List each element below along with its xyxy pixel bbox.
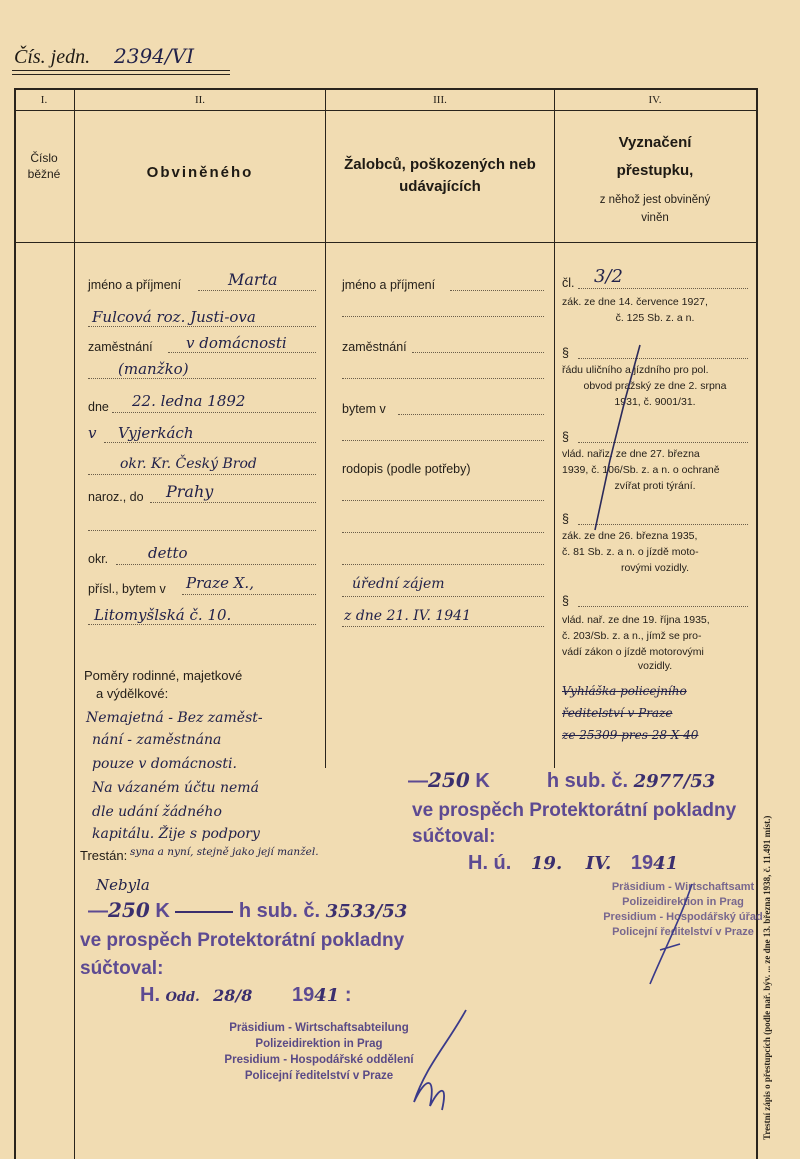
stamp-left-stroke bbox=[175, 911, 233, 913]
stamp-left-k: K bbox=[155, 900, 170, 922]
law-2-line-1: řádu uličního a jízdního pro pol. bbox=[562, 364, 709, 376]
fill-line bbox=[578, 288, 748, 289]
column-3-title: Žalobců, poškozených neb udávajících bbox=[344, 156, 536, 195]
fill-line bbox=[342, 378, 544, 379]
accused-residence-label: přísl., bytem v bbox=[88, 582, 166, 596]
law-5-line-2: č. 203/Sb. z. a n., jímž se pro- bbox=[562, 630, 702, 642]
stamp-right-line-2: súčtoval: bbox=[412, 826, 496, 847]
stamp-right-hu: H. ú. bbox=[468, 852, 512, 874]
table-top-border bbox=[14, 88, 758, 90]
law-1-line-1: zák. ze dne 14. července 1927, bbox=[562, 296, 708, 308]
accused-name-label: jméno a příjmení bbox=[88, 278, 182, 292]
diagonal-pen-stroke bbox=[580, 340, 650, 560]
fill-line bbox=[198, 290, 316, 291]
stamp-left-line-1: ve prospěch Protektorátní pokladny bbox=[80, 930, 405, 951]
accused-birthdate: 22. ledna 1892 bbox=[132, 392, 246, 410]
column-4-numeral: IV. bbox=[648, 94, 662, 106]
reference-underline bbox=[12, 70, 230, 71]
fill-line bbox=[116, 564, 316, 565]
family-line-4: Na vázaném účtu nemá bbox=[92, 780, 259, 796]
accused-born-to: Prahy bbox=[166, 482, 214, 501]
stamp-left-amount: 250 bbox=[108, 898, 150, 922]
struck-line-2: ředitelství v Praze bbox=[562, 706, 673, 720]
fill-line bbox=[88, 326, 316, 327]
punished-value: Nebyla bbox=[96, 876, 150, 894]
stamp-left-h: H. bbox=[140, 984, 160, 1006]
accused-birthplace: Vyjerkách bbox=[118, 424, 194, 442]
column-3-numeral: III. bbox=[433, 94, 447, 106]
law-4-line-3: rovými vozidly. bbox=[620, 562, 690, 574]
table-right-border bbox=[756, 88, 758, 1159]
plaintiff-note-1: úřední zájem bbox=[352, 576, 445, 592]
stamp-right-year-prefix: 19 bbox=[630, 852, 654, 874]
stamp-right-amount-row bbox=[408, 768, 715, 793]
signature-scrawl-left bbox=[396, 1006, 476, 1116]
accused-job: v domácnosti bbox=[186, 334, 287, 352]
fill-line bbox=[342, 532, 544, 533]
numeral-row-divider bbox=[14, 110, 758, 111]
plaintiff-residence-label: bytem v bbox=[342, 402, 386, 416]
stamp-right-inst-2: Polizeidirektion in Prag bbox=[622, 896, 744, 908]
header-row-divider bbox=[14, 242, 758, 243]
fill-line bbox=[342, 626, 544, 627]
fill-line bbox=[150, 502, 316, 503]
stamp-left-amount-row bbox=[88, 898, 407, 923]
column-divider-2 bbox=[325, 88, 326, 768]
family-line-3: pouze v domácnosti. bbox=[92, 756, 237, 772]
plaintiff-bio-label: rodopis (podle potřeby) bbox=[342, 462, 471, 476]
stamp-right-line-1: ve prospěch Protektorátní pokladny bbox=[412, 800, 737, 821]
accused-job-label: zaměstnání bbox=[88, 340, 153, 354]
column-1-numeral: I. bbox=[40, 94, 48, 106]
margin-vertical-text: Trestní zápis o přestupcích (podle nař. býv. ... ze dne 13. března 1938, č. 11.491 míst.) bbox=[762, 815, 772, 1140]
stamp-left-year: 41 bbox=[314, 985, 340, 1006]
section-mark-3: § bbox=[562, 430, 569, 444]
column-divider-3 bbox=[554, 88, 555, 768]
fill-line bbox=[182, 594, 316, 595]
stamp-left-inst-1: Präsidium - Wirtschaftsabteilung bbox=[229, 1022, 409, 1034]
stamp-right-h-sub: h sub. č. bbox=[546, 770, 629, 792]
fill-line bbox=[450, 290, 544, 291]
law-3-line-2: 1939, č. 106/Sb. z. a n. o ochraně bbox=[562, 464, 720, 476]
reference-label: Čís. jedn. bbox=[14, 46, 91, 68]
stamp-left-dash: — bbox=[88, 900, 108, 922]
family-label-2: a výdělkové: bbox=[96, 686, 169, 701]
family-line-5: dle udání žádného bbox=[92, 804, 222, 820]
column-4-title-a: Vyznačení bbox=[618, 134, 692, 151]
fill-line bbox=[342, 564, 544, 565]
fill-line bbox=[88, 378, 316, 379]
accused-district: okr. Kr. Český Brod bbox=[120, 456, 257, 472]
law-2-line-2: obvod pražský ze dne 2. srpna bbox=[583, 380, 727, 392]
accused-job-note: (manžko) bbox=[118, 360, 189, 378]
stamp-right-amount: 250 bbox=[428, 768, 470, 792]
fill-line bbox=[104, 442, 316, 443]
fill-line bbox=[578, 606, 748, 607]
plaintiff-job-label: zaměstnání bbox=[342, 340, 407, 354]
stamp-left-date-row bbox=[140, 984, 352, 1007]
stamp-left-sub-no: 3533/53 bbox=[325, 901, 408, 922]
family-line-2: nání - zaměstnána bbox=[92, 732, 222, 748]
law-1-line-2: č. 125 Sb. z. a n. bbox=[615, 312, 695, 324]
column-4-subtitle-b: viněn bbox=[641, 212, 669, 224]
accused-born-label: naroz., do bbox=[88, 490, 144, 504]
column-1-title: Číslo běžné bbox=[27, 151, 61, 181]
section-mark-2: § bbox=[562, 346, 569, 360]
fill-line bbox=[88, 530, 316, 531]
family-label-1: Poměry rodinné, majetkové bbox=[84, 668, 243, 683]
fill-line bbox=[342, 440, 544, 441]
stamp-right-date-row bbox=[468, 852, 678, 875]
family-line-6: kapitálu. Žije s podpory bbox=[92, 826, 260, 842]
section-mark-4: § bbox=[562, 512, 569, 526]
stamp-right-inst-4: Policejní ředitelství v Praze bbox=[612, 926, 754, 938]
punished-label: Trestán: bbox=[80, 848, 128, 863]
law-5-line-4: vozidly. bbox=[637, 660, 673, 672]
accused-street: Litomyšlská č. 10. bbox=[94, 606, 232, 624]
accused-district-label: okr. bbox=[88, 552, 109, 566]
stamp-left-inst-3: Presidium - Hospodářské oddělení bbox=[224, 1054, 414, 1066]
fill-line bbox=[88, 624, 316, 625]
column-2-numeral: II. bbox=[194, 94, 206, 106]
fill-line bbox=[342, 500, 544, 501]
column-divider-1 bbox=[74, 88, 75, 1159]
stamp-right-inst-3: Presidium - Hospodářský úřad bbox=[603, 911, 763, 923]
stamp-left-line-2: súčtoval: bbox=[80, 958, 164, 979]
law-4-line-2: č. 81 Sb. z. a n. o jízdě moto- bbox=[562, 546, 699, 558]
family-extra: syna a nyní, stejně jako její manžel. bbox=[130, 846, 319, 858]
accused-birthdate-label: dne bbox=[88, 400, 109, 414]
column-2-title: Obviněného bbox=[146, 164, 254, 181]
column-4-title-b: přestupku, bbox=[616, 162, 694, 179]
stamp-left-year-prefix: 19 bbox=[291, 984, 315, 1006]
law-5-line-1: vlád. nař. ze dne 19. října 1935, bbox=[562, 614, 710, 626]
stamp-right-month: IV. bbox=[585, 853, 612, 874]
section-mark-5: § bbox=[562, 594, 569, 608]
law-4-line-1: zák. ze dne 26. března 1935, bbox=[562, 530, 698, 542]
stamp-left-day-month: 28/8 bbox=[213, 986, 253, 1005]
fill-line bbox=[342, 596, 544, 597]
stamp-left-h-sub: h sub. č. bbox=[238, 900, 321, 922]
accused-first-name: Marta bbox=[228, 270, 278, 289]
plaintiff-name-label: jméno a příjmení bbox=[342, 278, 436, 292]
accused-place-prefix: v bbox=[88, 424, 97, 442]
stamp-left-inst-2: Polizeidirektion in Prag bbox=[255, 1038, 383, 1050]
law-5-line-3: vádí zákon o jízdě motorovými bbox=[562, 646, 704, 658]
fill-line bbox=[412, 352, 544, 353]
law-2-line-3: 1931, č. 9001/31. bbox=[614, 396, 696, 408]
law-3-line-3: zvířat proti týrání. bbox=[614, 480, 696, 492]
column-4-subtitle-a: z něhož jest obviněný bbox=[599, 194, 711, 206]
accused-surname: Fulcová roz. Justi-ova bbox=[92, 308, 256, 326]
accused-district-value: detto bbox=[148, 544, 188, 562]
stamp-right-year: 41 bbox=[653, 853, 679, 874]
law-3-line-1: vlád. nařiz. ze dne 27. března bbox=[562, 448, 700, 460]
stamp-left-odd: Odd. bbox=[165, 990, 200, 1005]
reference-underline-2 bbox=[12, 74, 230, 75]
stamp-right-day: 19. bbox=[530, 853, 563, 874]
signature-scrawl-right bbox=[640, 880, 700, 990]
offence-article-label: čl. bbox=[562, 276, 575, 290]
accused-residence: Praze X., bbox=[186, 574, 254, 592]
offence-article-value: 3/2 bbox=[594, 266, 623, 287]
stamp-right-k: K bbox=[475, 770, 490, 792]
fill-line bbox=[88, 474, 316, 475]
struck-line-3: ze 25309 pres 28 X 40 bbox=[562, 728, 699, 742]
family-line-1: Nemajetná - Bez zaměst- bbox=[86, 710, 263, 726]
stamp-left-inst-4: Policejní ředitelství v Praze bbox=[244, 1070, 394, 1082]
fill-line bbox=[112, 412, 316, 413]
fill-line bbox=[168, 352, 316, 353]
stamp-right-inst-1: Präsidium - Wirtschaftsamt bbox=[611, 881, 755, 893]
struck-line-1: Vyhláška policejního bbox=[562, 684, 687, 698]
fill-line bbox=[398, 414, 544, 415]
reference-number: 2394/VI bbox=[114, 44, 194, 68]
plaintiff-note-2: z dne 21. IV. 1941 bbox=[344, 608, 471, 624]
stamp-right-dash: — bbox=[408, 770, 428, 792]
stamp-left-colon: : bbox=[344, 984, 352, 1006]
table-left-border bbox=[14, 88, 16, 1159]
fill-line bbox=[342, 316, 544, 317]
stamp-right-sub-no: 2977/53 bbox=[633, 771, 716, 792]
